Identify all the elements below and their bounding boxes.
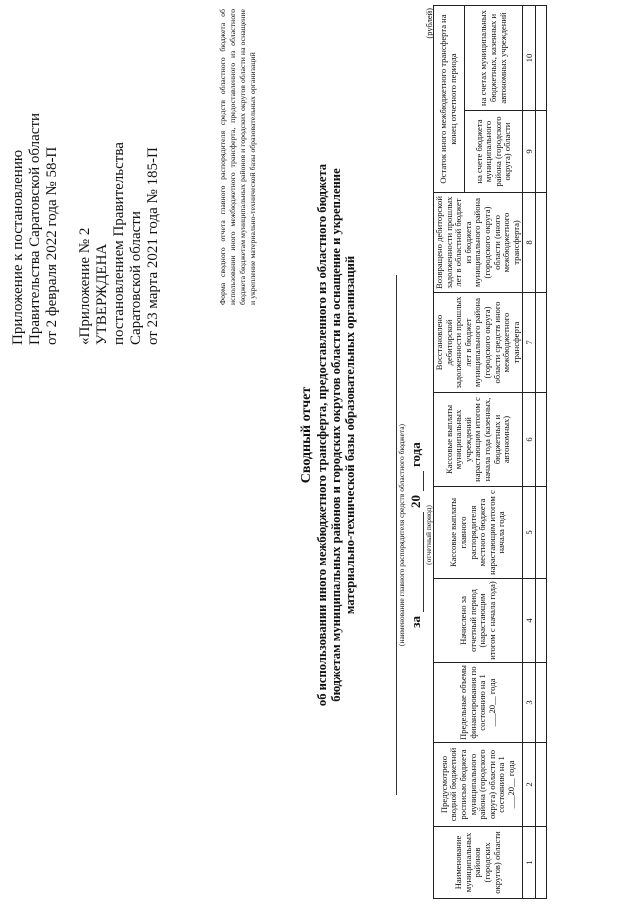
units-label: (рублей)	[424, 8, 434, 39]
colnum-1: 1	[523, 827, 536, 899]
period-prefix: за	[408, 616, 423, 628]
title-line-2: об использовании иного межбюджетного трансферта, предоставленного из областного бюджета	[315, 163, 329, 707]
header-balance: Остаток иного межбюджетного трансферта на конец отчетного периода	[434, 5, 465, 192]
header-col-1: Наименование муниципальных районов (городских округов) области	[434, 827, 523, 899]
appendix-line-1: Приложение к постановлению	[10, 149, 26, 345]
period-year-suffix: года	[408, 442, 423, 468]
form-description: Форма сводного отчета главного распорядителя средств областного бюджета об использовании иного межбюджетного трансферта, предоставленного из областного бюджета бюджетам муниципальных районов и городских округов области на оснащение и укрепление материально-технической базы образовательных организаций	[218, 9, 257, 305]
period-blank	[411, 512, 424, 612]
colnum-10: 10	[523, 5, 536, 110]
empty-cell	[536, 743, 547, 827]
header-col-8: Возвращено дебиторской задолженности прошлых лет в областной бюджет из бюджета муниципального района (городского округа) области (иного межбюджетного трансферта)	[434, 193, 523, 293]
empty-cell	[536, 663, 547, 743]
colnum-3: 3	[523, 663, 536, 743]
colnum-9: 9	[523, 111, 536, 193]
empty-cell	[536, 293, 547, 393]
empty-cell	[536, 487, 547, 579]
period-line	[408, 275, 424, 795]
empty-cell	[536, 193, 547, 293]
report-title	[300, 25, 357, 845]
recipient-and-period	[390, 275, 433, 795]
header-col-10: на счетах муниципальных бюджетных, казенных и автономных учреждений	[465, 5, 523, 110]
title-line-3: бюджетам муниципальных районов и городских округов области на оснащение и укрепление	[329, 168, 343, 702]
header-col-9: на счете бюджета муниципального района (городского округа) области	[465, 111, 523, 193]
header-col-6: Кассовые выплаты муниципальных учреждений нарастающим итогом с начала года (казенных, бюджетных и автономных)	[434, 393, 523, 487]
period-caption: (отчетный период)	[424, 505, 433, 565]
header-col-3: Предельные объемы финансирования по состоянию на 1 ___20__ года	[434, 663, 523, 743]
colnum-8: 8	[523, 193, 536, 293]
colnum-6: 6	[523, 393, 536, 487]
colnum-5: 5	[523, 487, 536, 579]
empty-cell	[536, 579, 547, 663]
header-col-4: Начислено за отчетный период (нарастающим итогом с начала года)	[434, 579, 523, 663]
empty-cell	[536, 5, 547, 110]
empty-cell	[536, 827, 547, 899]
empty-data-row	[536, 5, 547, 898]
recipient-caption: (наименование главного распорядителя средств областного бюджета)	[397, 423, 406, 647]
appendix-block	[10, 5, 162, 345]
column-number-row	[523, 5, 536, 898]
colnum-4: 4	[523, 579, 536, 663]
colnum-7: 7	[523, 293, 536, 393]
approved-by-2: Саратовской области	[128, 211, 144, 345]
appendix-line-2: Правительства Саратовской области	[27, 112, 43, 345]
colnum-2: 2	[523, 743, 536, 827]
recipient-blank-line	[390, 275, 397, 795]
header-col-2: Предусмотрено сводной бюджетной росписью бюджета муниципального района (городского округа) области по состоянию на 1 ___20__ года	[434, 743, 523, 827]
header-col-7: Восстановлено дебиторской задолженности прошлых лет в бюджет муниципального района (городского округа) области средств иного межбюджетного трансферта	[434, 293, 523, 393]
period-year-blank	[411, 471, 424, 491]
approved-label: УТВЕРЖДЕНА	[94, 243, 110, 345]
title-main: Сводный отчет	[299, 386, 314, 484]
empty-cell	[536, 111, 547, 193]
header-col-5: Кассовые выплаты главного распорядителя местного бюджета нарастающим итогом с начала года	[434, 487, 523, 579]
appendix-line-3: от 2 февраля 2022 года № 58-П	[44, 146, 60, 345]
appendix-number: «Приложение № 2	[77, 227, 93, 345]
period-year-prefix: 20	[408, 495, 423, 509]
approved-date: от 23 марта 2021 года № 185-П	[145, 147, 161, 345]
approved-by-1: постановлением Правительства	[111, 142, 127, 345]
title-line-4: материально-технической базы образовательных организаций	[343, 255, 357, 615]
empty-cell	[536, 393, 547, 487]
header-row-1	[434, 5, 465, 898]
report-table	[433, 5, 547, 899]
